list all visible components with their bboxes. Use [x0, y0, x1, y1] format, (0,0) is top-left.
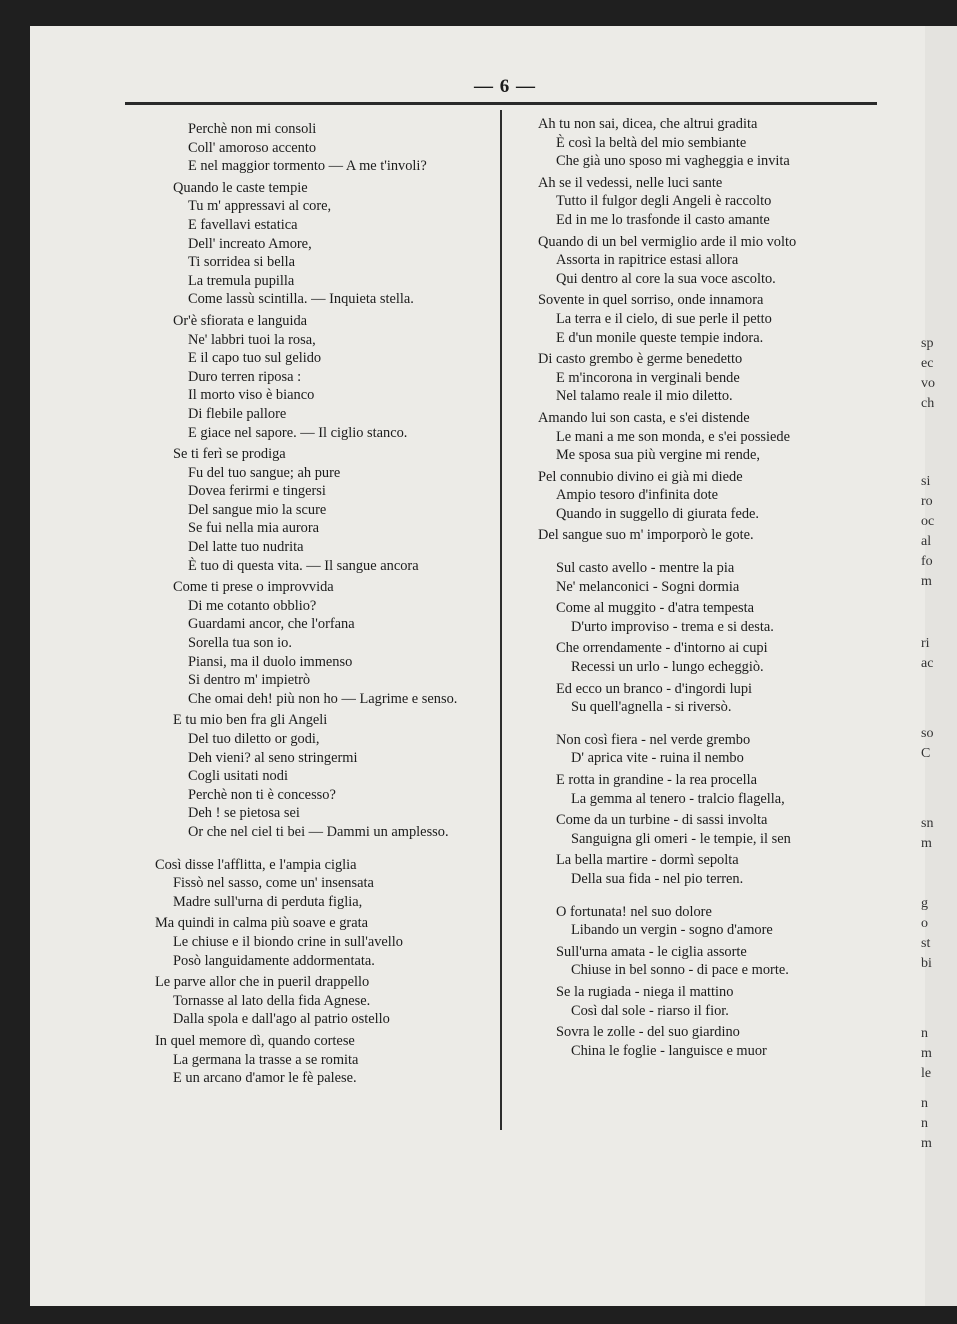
stanza — [155, 312, 457, 442]
verse-line: E un arcano d'amor le fè palese. — [173, 1070, 357, 1087]
verse-line: Sul casto avello - mentre la pia — [556, 560, 735, 577]
edge-fragment: al — [921, 534, 932, 549]
stanza — [155, 914, 457, 970]
verse-line: Or che nel ciel ti bei — Dammi un amplesso. — [188, 823, 449, 840]
verse-line: Si dentro m' impietrò — [188, 672, 311, 689]
verse-line — [538, 548, 796, 556]
verse-line: O fortunata! nel suo dolore — [556, 903, 712, 920]
stanza — [538, 811, 796, 848]
verse-line: Come da un turbine - di sassi involta — [556, 812, 768, 829]
edge-fragment: fo — [921, 554, 933, 569]
verse-line: Ah se il vedessi, nelle luci sante — [538, 174, 723, 191]
verse-line: Duro terren riposa : — [188, 368, 302, 385]
verse-line: Sanguigna gli omeri - le tempie, il sen — [571, 830, 791, 847]
verse-line: Non così fiera - nel verde grembo — [556, 731, 751, 748]
verse-line — [155, 845, 457, 853]
verse-line: E il capo tuo sul gelido — [188, 350, 322, 367]
verse-line: Così disse l'afflitta, e l'ampia ciglia — [155, 856, 357, 873]
verse-line: Tutto il fulgor degli Angeli è raccolto — [556, 193, 772, 210]
verse-line: Ed ecco un branco - d'ingordi lupi — [556, 680, 753, 697]
column-divider — [500, 110, 502, 1130]
verse-line: Se la rugiada - niega il mattino — [556, 983, 734, 1000]
edge-fragment: m — [921, 1136, 932, 1151]
verse-line: La gemma al tenero - tralcio flagella, — [571, 790, 785, 807]
verse-line: Assorta in rapitrice estasi allora — [556, 252, 739, 269]
edge-fragment: sn — [921, 816, 934, 831]
newspaper-page — [30, 26, 925, 1306]
left-column — [155, 120, 457, 1091]
verse-line: È così la beltà del mio sembiante — [556, 134, 747, 151]
verse-line: Le mani a me son monda, e s'ei possiede — [556, 428, 790, 445]
verse-line: E d'un monile queste tempie indora. — [556, 329, 764, 346]
verse-line: Libando un vergin - sogno d'amore — [571, 922, 773, 939]
edge-fragment: ro — [921, 494, 933, 509]
edge-fragment: sp — [921, 336, 934, 351]
verse-line: Or'è sfiorata e languida — [173, 312, 308, 329]
verse-line: Che orrendamente - d'intorno ai cupi — [556, 640, 768, 657]
verse-line: Sovente in quel sorriso, onde innamora — [538, 292, 764, 309]
stanza — [538, 731, 796, 768]
verse-line: Di me cotanto obblio? — [188, 597, 317, 614]
edge-fragment: oc — [921, 514, 935, 529]
verse-line: Ne' melanconici - Sogni dormia — [556, 578, 740, 595]
stanza — [538, 943, 796, 980]
stanza — [538, 599, 796, 636]
verse-line: Ti sorridea si bella — [188, 254, 295, 271]
stanza — [155, 1032, 457, 1088]
stanza — [538, 903, 796, 940]
verse-line: Qui dentro al core la sua voce ascolto. — [556, 270, 776, 287]
verse-line: Deh vieni? al seno stringermi — [188, 749, 358, 766]
stanza — [538, 548, 796, 556]
verse-line: Coll' amoroso accento — [188, 139, 317, 156]
stanza — [538, 233, 796, 289]
edge-fragment: n — [921, 1116, 928, 1131]
verse-line: Tu m' appressavi al core, — [188, 198, 332, 215]
stanza — [538, 1023, 796, 1060]
verse-line: Se fui nella mia aurora — [188, 520, 320, 537]
right-column — [538, 115, 796, 1063]
verse-line: Madre sull'urna di perduta figlia, — [173, 893, 363, 910]
verse-line: Perchè non mi consoli — [188, 121, 317, 137]
adjacent-page-edge — [921, 26, 957, 1306]
verse-line: Del sangue suo m' imporporò le gote. — [538, 527, 754, 544]
verse-line — [538, 892, 796, 900]
edge-fragment: ac — [921, 656, 934, 671]
verse-line — [538, 720, 796, 728]
verse-line: Così dal sole - riarso il fior. — [571, 1002, 729, 1019]
edge-fragment: le — [921, 1066, 932, 1081]
stanza — [538, 892, 796, 900]
verse-line: E nel maggior tormento — A me t'involi? — [188, 158, 427, 175]
edge-fragment: o — [921, 916, 928, 931]
stanza — [155, 445, 457, 575]
stanza — [155, 845, 457, 853]
verse-line: Amando lui son casta, e s'ei distende — [538, 409, 750, 426]
edge-fragment: bi — [921, 956, 932, 971]
stanza — [538, 559, 796, 596]
verse-line: E favellavi estatica — [188, 216, 298, 233]
edge-fragment: m — [921, 574, 932, 589]
edge-fragment: ec — [921, 356, 934, 371]
verse-line: Come ti prese o improvvida — [173, 579, 334, 596]
verse-line: Dalla spola e dall'ago al patrio ostello — [173, 1011, 390, 1028]
verse-line: Ma quindi in calma più soave e grata — [155, 915, 368, 932]
verse-line: La bella martire - dormì sepolta — [556, 852, 739, 869]
verse-line: Sull'urna amata - le ciglia assorte — [556, 943, 747, 960]
stanza — [538, 468, 796, 524]
verse-line: Come al muggito - d'atra tempesta — [556, 600, 755, 617]
verse-line: E tu mio ben fra gli Angeli — [173, 712, 328, 729]
verse-line: Fu del tuo sangue; ah pure — [188, 464, 341, 481]
verse-line: Sovra le zolle - del suo giardino — [556, 1024, 740, 1041]
verse-line: Del sangue mio la scure — [188, 501, 327, 518]
verse-line: Che già uno sposo mi vagheggia e invita — [556, 153, 790, 170]
stanza — [538, 350, 796, 406]
verse-line: È tuo di questa vita. — Il sangue ancora — [188, 557, 419, 574]
verse-line: Quando in suggello di giurata fede. — [556, 505, 760, 522]
verse-line: Chiuse in bel sonno - di pace e morte. — [571, 962, 789, 979]
verse-line: Guardami ancor, che l'orfana — [188, 616, 355, 633]
edge-fragment: ch — [921, 396, 935, 411]
stanza — [538, 174, 796, 230]
stanza — [538, 409, 796, 465]
verse-line: Deh ! se pietosa sei — [188, 805, 300, 822]
verse-line: Che omai deh! più non ho — Lagrime e senso. — [188, 690, 458, 707]
stanza — [538, 639, 796, 676]
stanza — [538, 720, 796, 728]
verse-line: Della sua fida - nel pio terren. — [571, 870, 744, 887]
verse-line: E m'incorona in verginali bende — [556, 369, 740, 386]
verse-line: Di casto grembo è germe benedetto — [538, 351, 743, 368]
edge-fragment: si — [921, 474, 931, 489]
verse-line: Se ti ferì se prodiga — [173, 446, 286, 463]
verse-line: Le chiuse e il biondo crine in sull'avello — [173, 933, 403, 950]
verse-line: E rotta in grandine - la rea procella — [556, 772, 757, 788]
verse-line: Me sposa sua più vergine mi rende, — [556, 447, 760, 464]
stanza — [538, 851, 796, 888]
verse-line: Tornasse al lato della fida Agnese. — [173, 992, 371, 1009]
verse-line: Fissò nel sasso, come un' insensata — [173, 875, 374, 892]
verse-line: Ampio tesoro d'infinita dote — [556, 487, 719, 504]
stanza — [538, 115, 796, 171]
verse-line: Sorella tua son io. — [188, 635, 292, 652]
verse-line: Ed in me lo trasfonde il casto amante — [556, 211, 770, 228]
verse-line: In quel memore dì, quando cortese — [155, 1032, 355, 1049]
verse-line: Perchè non ti è concesso? — [188, 786, 336, 803]
edge-fragment: ri — [921, 636, 930, 651]
verse-line: La terra e il cielo, di sue perle il petto — [556, 310, 772, 327]
verse-line: China le foglie - languisce e muor — [571, 1042, 767, 1059]
verse-line: Recessi un urlo - lungo echeggiò. — [571, 659, 764, 676]
verse-line: Il morto viso è bianco — [188, 387, 315, 404]
verse-line: Del tuo diletto or godi, — [188, 731, 320, 747]
verse-line: Quando le caste tempie — [173, 179, 308, 196]
page-number: — 6 — — [474, 76, 536, 97]
verse-line: Le parve allor che in pueril drappello — [155, 974, 370, 991]
verse-line: Ah tu non sai, dicea, che altrui gradita — [538, 116, 758, 132]
verse-line: Posò languidamente addormentata. — [173, 952, 375, 969]
edge-fragment: n — [921, 1096, 928, 1111]
verse-line: Nel talamo reale il mio diletto. — [556, 388, 733, 405]
stanza — [155, 973, 457, 1029]
stanza — [155, 856, 457, 912]
verse-line: La tremula pupilla — [188, 272, 295, 289]
header-rule — [125, 102, 877, 105]
stanza — [155, 578, 457, 708]
stanza — [538, 526, 796, 545]
verse-line: D'urto improviso - trema e si desta. — [571, 618, 774, 635]
edge-fragment: C — [921, 746, 931, 761]
stanza — [155, 711, 457, 841]
stanza — [538, 291, 796, 347]
stanza — [538, 680, 796, 717]
verse-line: Dell' increato Amore, — [188, 235, 312, 252]
verse-line: Come lassù scintilla. — Inquieta stella. — [188, 291, 414, 308]
verse-line: Su quell'agnella - si riversò. — [571, 699, 732, 716]
verse-line: Pel connubio divino ei già mi diede — [538, 468, 743, 485]
edge-fragment: st — [921, 936, 931, 951]
verse-line: Cogli usitati nodi — [188, 768, 288, 785]
edge-fragment: so — [921, 726, 934, 741]
verse-line: La germana la trasse a se romita — [173, 1051, 359, 1068]
stanza — [155, 179, 457, 309]
edge-fragment: vo — [921, 376, 935, 391]
edge-fragment: g — [921, 896, 928, 911]
verse-line: Del latte tuo nudrita — [188, 539, 304, 556]
verse-line: E giace nel sapore. — Il ciglio stanco. — [188, 424, 408, 441]
edge-fragment: m — [921, 836, 932, 851]
verse-line: D' aprica vite - ruina il nembo — [571, 750, 744, 767]
stanza — [538, 983, 796, 1020]
stanza — [155, 120, 457, 176]
edge-fragment: n — [921, 1026, 928, 1041]
verse-line: Quando di un bel vermiglio arde il mio volto — [538, 233, 797, 250]
edge-fragment: m — [921, 1046, 932, 1061]
verse-line: Di flebile pallore — [188, 405, 287, 422]
stanza — [538, 771, 796, 808]
verse-line: Piansi, ma il duolo immenso — [188, 653, 353, 670]
verse-line: Dovea ferirmi e tingersi — [188, 483, 326, 500]
verse-line: Ne' labbri tuoi la rosa, — [188, 331, 316, 348]
